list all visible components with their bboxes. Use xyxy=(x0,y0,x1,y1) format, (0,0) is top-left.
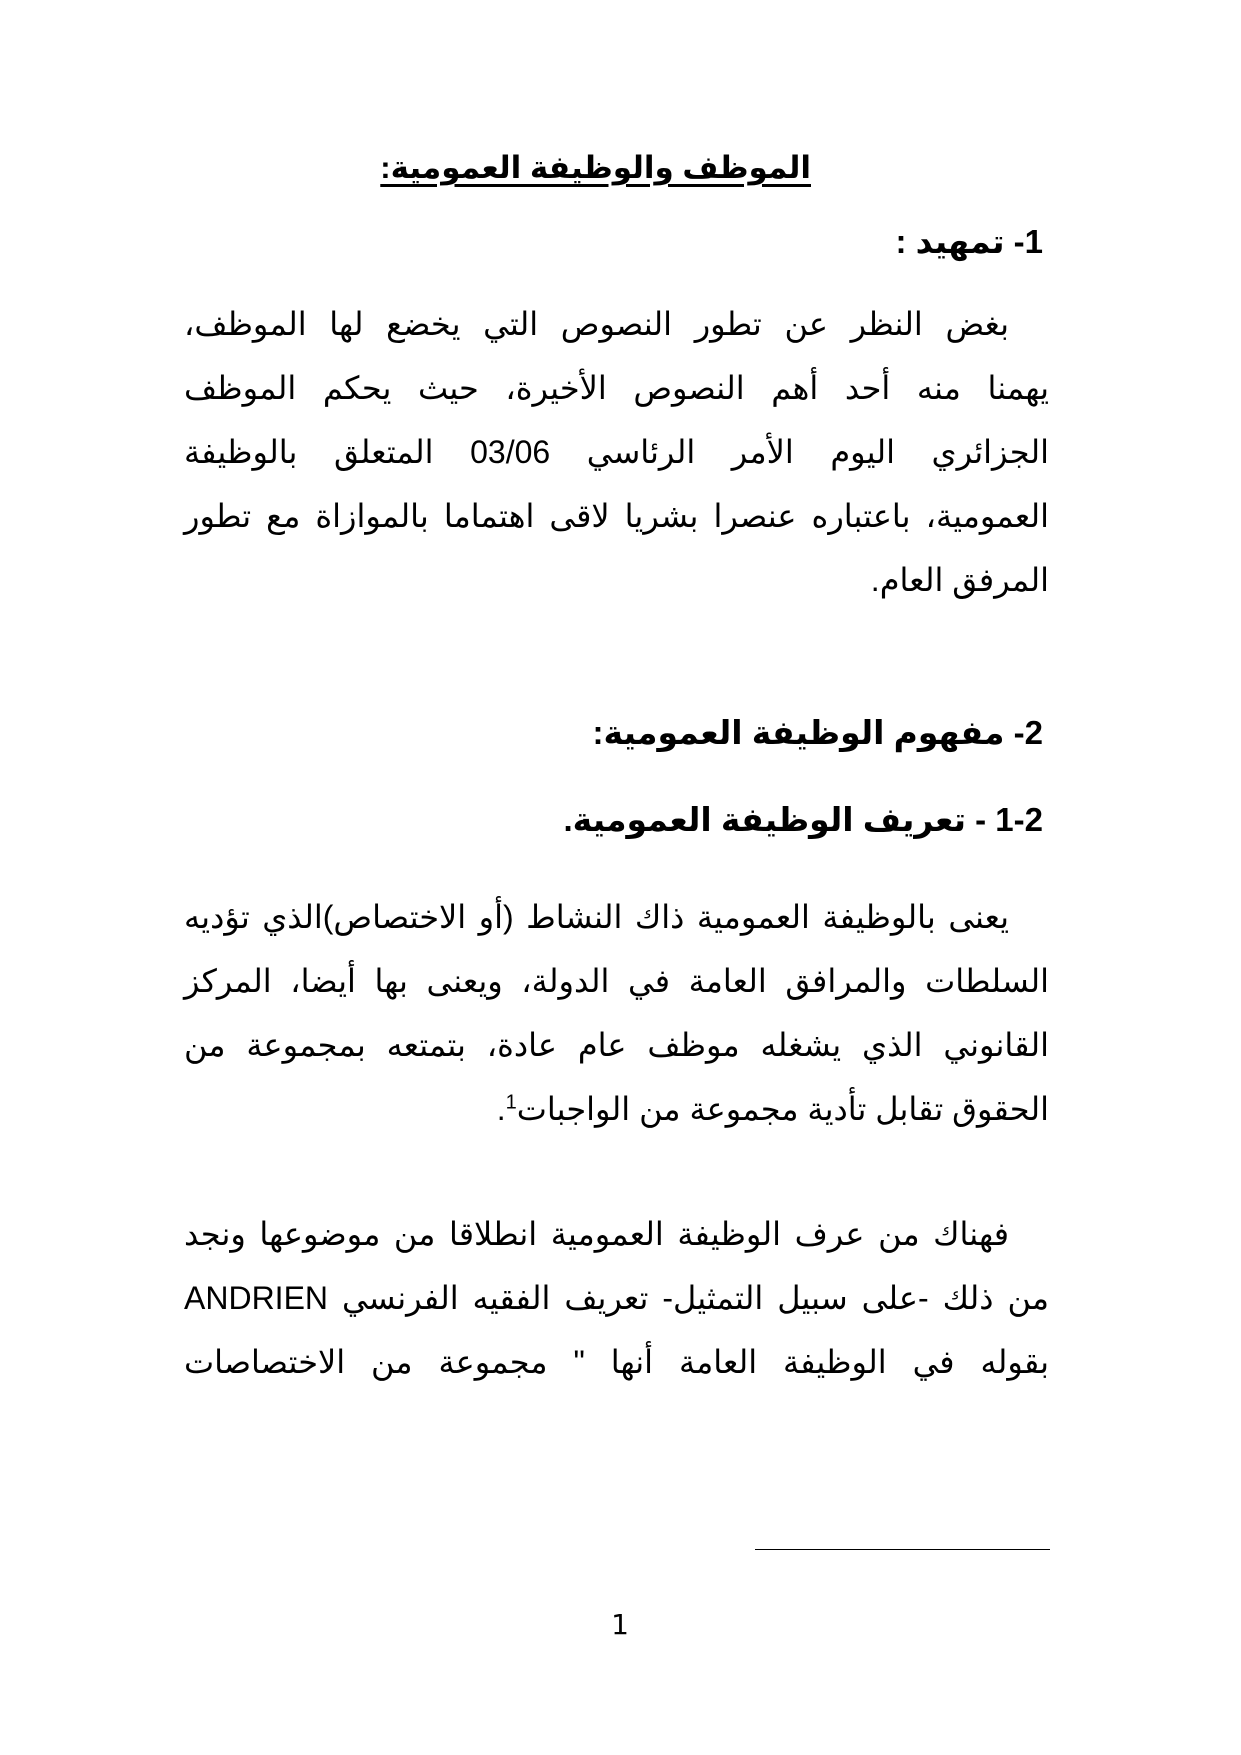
section-heading-concept: 2- مفهوم الوظيفة العمومية: xyxy=(592,714,1043,751)
page-title: الموظف والوظيفة العمومية: xyxy=(380,150,811,185)
paragraph-line: من ذلك -على سبيل التمثيل- تعريف الفقيه الفرنسي ANDRIEN xyxy=(184,1280,1049,1316)
paragraph-definition xyxy=(184,885,1049,1141)
section-heading-introduction: 1- تمهيد : xyxy=(895,223,1043,260)
page-number: 1 xyxy=(611,1608,629,1641)
paragraph-line: الجزائري اليوم الأمر الرئاسي 03/06 المتعلق بالوظيفة xyxy=(184,434,1050,470)
paragraph-definitions-by-subject xyxy=(184,1202,1049,1394)
paragraph-line-with-footnote xyxy=(184,1077,1049,1141)
paragraph-line: بقوله في الوظيفة العامة أنها " مجموعة من الاختصاصات xyxy=(184,1344,1049,1380)
line-end-punctuation: . xyxy=(496,1091,506,1127)
paragraph-line: العمومية، باعتباره عنصرا بشريا لاقى اهتماما بالموازاة مع تطور xyxy=(184,498,1049,534)
paragraph-line: المرفق العام. xyxy=(870,562,1049,598)
paragraph-line: السلطات والمرافق العامة في الدولة، ويعنى بها أيضا، المركز xyxy=(184,963,1049,999)
paragraph-line: يهمنا منه أحد أهم النصوص الأخيرة، حيث يحكم الموظف xyxy=(184,370,1049,406)
footnote-separator xyxy=(755,1549,1050,1550)
footnote-marker[interactable]: 1 xyxy=(505,1091,517,1114)
paragraph-introduction xyxy=(184,292,1049,612)
paragraph-line: بغض النظر عن تطور النصوص التي يخضع لها الموظف، xyxy=(184,306,1009,342)
paragraph-line: القانوني الذي يشغله موظف عام عادة، بتمتعه بمجموعة من xyxy=(184,1027,1049,1063)
paragraph-line: الحقوق تقابل تأدية مجموعة من الواجبات xyxy=(516,1091,1049,1127)
paragraph-line: يعنى بالوظيفة العمومية ذاك النشاط (أو الاختصاص)الذي تؤديه xyxy=(184,899,1009,935)
section-heading-definition: 1-2 - تعريف الوظيفة العمومية. xyxy=(563,801,1043,838)
paragraph-line: فهناك من عرف الوظيفة العمومية انطلاقا من موضوعها ونجد xyxy=(184,1216,1009,1252)
